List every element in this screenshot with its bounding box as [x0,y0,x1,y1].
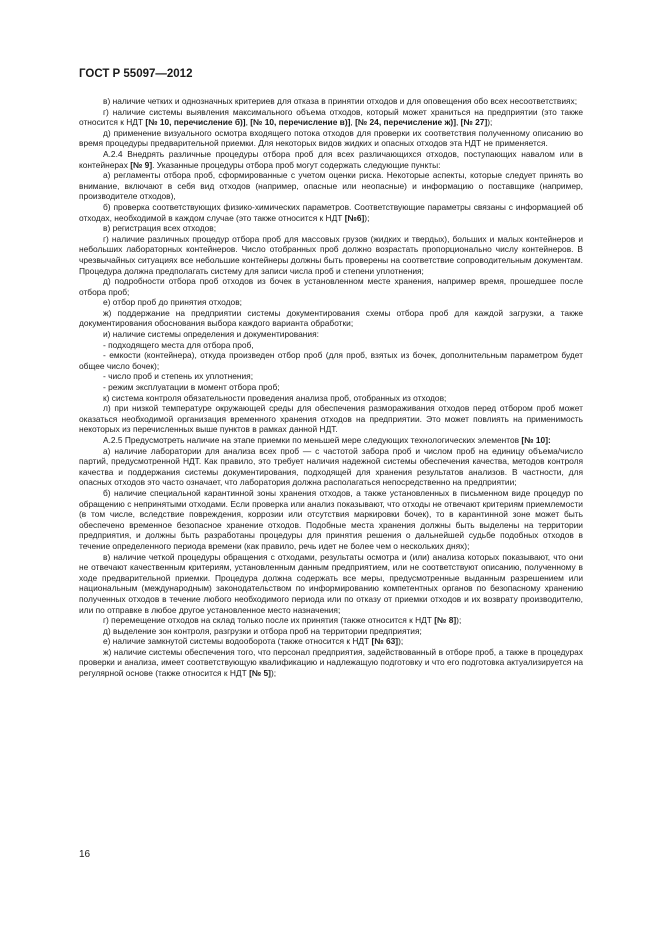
paragraph-text: б) наличие специальной карантинной зоны хранения отходов, а также установленных в письменном виде процедур по обращению с непринятыми отходами. Если проверка или анализ показывают, что отходы не отвечают критериям приемлемости (в том числе, вследствие повреждения, коррозии или отсутствия маркировки бочек), то в карантинной зоне может быть обеспечено временное безопасное хранение отходов. Подобные места хранения должны быть выделены на территории предприятия, и должны быть разработаны процедуры для принятия решения о дальнейшей судьбе подобных отходов в течение определенного периода времени (как правило, речь идет не более чем о нескольких днях); [79,487,583,551]
paragraph [79,435,583,446]
reference-bold: [№ 24, перечисление ж)] [355,117,457,128]
paragraph [79,393,583,404]
reference-bold: [№ 27] [460,117,488,128]
paragraph-text: к) система контроля обязательности проведения анализа проб, отобранных из отходов; [103,392,447,403]
paragraph-text: ); [456,615,462,626]
paragraph [79,170,583,202]
reference-bold: [№ 10]: [521,435,551,445]
paragraph [79,329,583,340]
paragraph-text: , [456,117,461,128]
paragraph [79,382,583,393]
reference-bold: [№6] [344,212,365,223]
paragraph-text: а) наличие лаборатории для анализа всех проб — с частотой забора проб и числом проб на единицу объема/число партий, предусмотренной НДТ. Как правило, это требует наличия надежной системы обеспечения качества, методов контроля качества и поддержания системы документирования, подходящей для хранения результатов анализов. В частности, для опасных отходов это часто означает, что лаборатория должна располагаться непосредственно на предприятии; [79,445,583,488]
paragraph-text: в) наличие четких и однозначных критериев для отказа в принятии отходов и для оповещения обо всех несоответствиях; [103,96,578,106]
paragraph-text: в) наличие четкой процедуры обращения с отходами, результаты осмотра и (или) анализа которых показывают, что они не отвечают качественным критериям, установленным данным предприятием, или не соответствуют описанию, полученному в ходе предварительной приемки. Процедура должна содержать все меры, предусмотренные выданным разрешением или национальным (международным) законодательством по информированию компетентных органов по безопасному хранению полученных отходов в течение любого необходимого периода или по отказу от приемки отходов и их возврату производителю, или по отправке в любое другое установленное место назначения; [79,551,583,615]
paragraph-text: и) наличие системы определения и документирования: [103,329,319,340]
paragraph-text: а) регламенты отбора проб, сформированные с учетом оценки риска. Некоторые аспекты, которые следует принять во внимание, включают в себя вид отходов (например, опасные или неопасные) и информацию о поставщике (например, производителе отходов), [79,170,583,202]
paragraph [79,615,583,626]
paragraph [79,107,583,128]
paragraph-text: - емкости (контейнера), откуда произведен отбор проб (для проб, взятых из бочек, дополнительным параметром будет общее число бочек); [79,350,583,371]
paragraph [79,626,583,637]
page-number: 16 [79,849,91,860]
paragraph-text: . Указанные процедуры отбора проб могут содержать следующие пункты: [152,159,441,170]
reference-bold: [№ 10, перечисление в)] [250,117,351,128]
paragraph [79,234,583,276]
paragraph-text: г) наличие системы выявления максимального объема отходов, который может храниться на предприятии (это также относится к НДТ [79,106,583,128]
document-body [79,96,583,679]
reference-bold: [№ 10, перечисление б)] [145,117,246,128]
paragraph-text: ж) поддержание на предприятии системы документирования схемы отбора проб для каждой загрузки, а также документирования обоснования выбора каждого варианта обработки; [79,307,583,329]
paragraph-text: е) отбор проб до принятия отходов; [103,297,242,308]
reference-bold: [№ 63] [371,636,399,647]
paragraph-text: в) регистрация всех отходов; [103,223,217,234]
paragraph [79,371,583,382]
paragraph [79,202,583,223]
paragraph [79,223,583,234]
paragraph [79,350,583,371]
paragraph-text: А.2.4 Внедрять различные процедуры отбора проб для всех различающихся отходов, поступающих навалом или в контейнерах [79,148,583,170]
paragraph-text: л) при низкой температуре окружающей среды для обеспечения размораживания отходов перед отбором проб может оказаться необходимой организация временного хранения отходов на предприятии. Это может повлиять на применимость некоторых из перечисленных выше пунктов в рамках данной НДТ. [79,403,583,435]
paragraph-text: - режим эксплуатации в момент отбора проб; [103,382,280,393]
paragraph-text: - число проб и степень их уплотнения; [103,371,254,382]
paragraph [79,297,583,308]
paragraph [79,647,583,679]
paragraph-text: ); [364,212,370,223]
paragraph-text: - подходящего места для отбора проб, [103,339,254,350]
paragraph-text: г) наличие различных процедур отбора проб для массовых грузов (жидких и твердых), больших и малых контейнеров и небольших лабораторных контейнеров. Число отобранных проб должно возрастать пропорционально числу контейнеров. В чрезвычайных ситуациях все небольшие контейнеры должны быть проверены на соответствие сопроводительным документам. Процедура должна предполагать систему для записи числа проб и степени уплотнения; [79,233,583,276]
paragraph-text: ж) наличие системы обеспечения того, что персонал предприятия, задействованный в отборе проб, а также в процедурах проверки и анализа, имеет соответствующую квалификацию и надлежащую подготовку и что его подготовка актуализируется на регулярной основе (также относится к НДТ [79,646,583,679]
paragraph-text: е) наличие замкнутой системы водооборота (также относится к НДТ [103,636,372,647]
paragraph-text: д) применение визуального осмотра входящего потока отходов для проверки их соответствия полученному описанию во время процедуры предварительной приемки. Для некоторых видов жидких и опасных отходов эта НДТ не применяется. [79,127,583,149]
paragraph-text: , [245,117,251,128]
reference-bold: [№ 9] [130,159,153,170]
paragraph [79,128,583,149]
paragraph-text: д) подробности отбора проб отходов из бочек в установленном месте хранения, например время, прошедшее после отбора проб; [79,276,583,297]
reference-bold: [№ 5] [249,668,271,679]
paragraph [79,340,583,351]
paragraph-text: г) перемещение отходов на склад только после их принятия (также относится к НДТ [103,615,435,626]
paragraph [79,96,583,107]
paragraph-text: А.2.5 Предусмотреть наличие на этапе приемки по меньшей мере следующих технологических элементов [103,435,522,445]
paragraph [79,149,583,170]
paragraph-text: б) проверка соответствующих физико-химических параметров. Соответствующие параметры связаны с информацией об отходах, необходимой в каждом случае (это также относится к НДТ [79,201,583,223]
paragraph [79,552,583,616]
paragraph [79,488,583,552]
reference-bold: [№ 8] [434,615,457,626]
paragraph-text: ); [487,117,493,128]
paragraph [79,276,583,297]
paragraph-text: , [350,117,356,128]
paragraph [79,308,583,329]
paragraph [79,636,583,647]
paragraph [79,446,583,488]
paragraph-text: д) выделение зон контроля, разгрузки и отбора проб на территории предприятия; [103,625,422,636]
document-header: ГОСТ Р 55097—2012 [79,68,193,80]
paragraph-text: ); [270,668,277,679]
paragraph [79,403,583,435]
paragraph-text: ); [398,636,404,647]
